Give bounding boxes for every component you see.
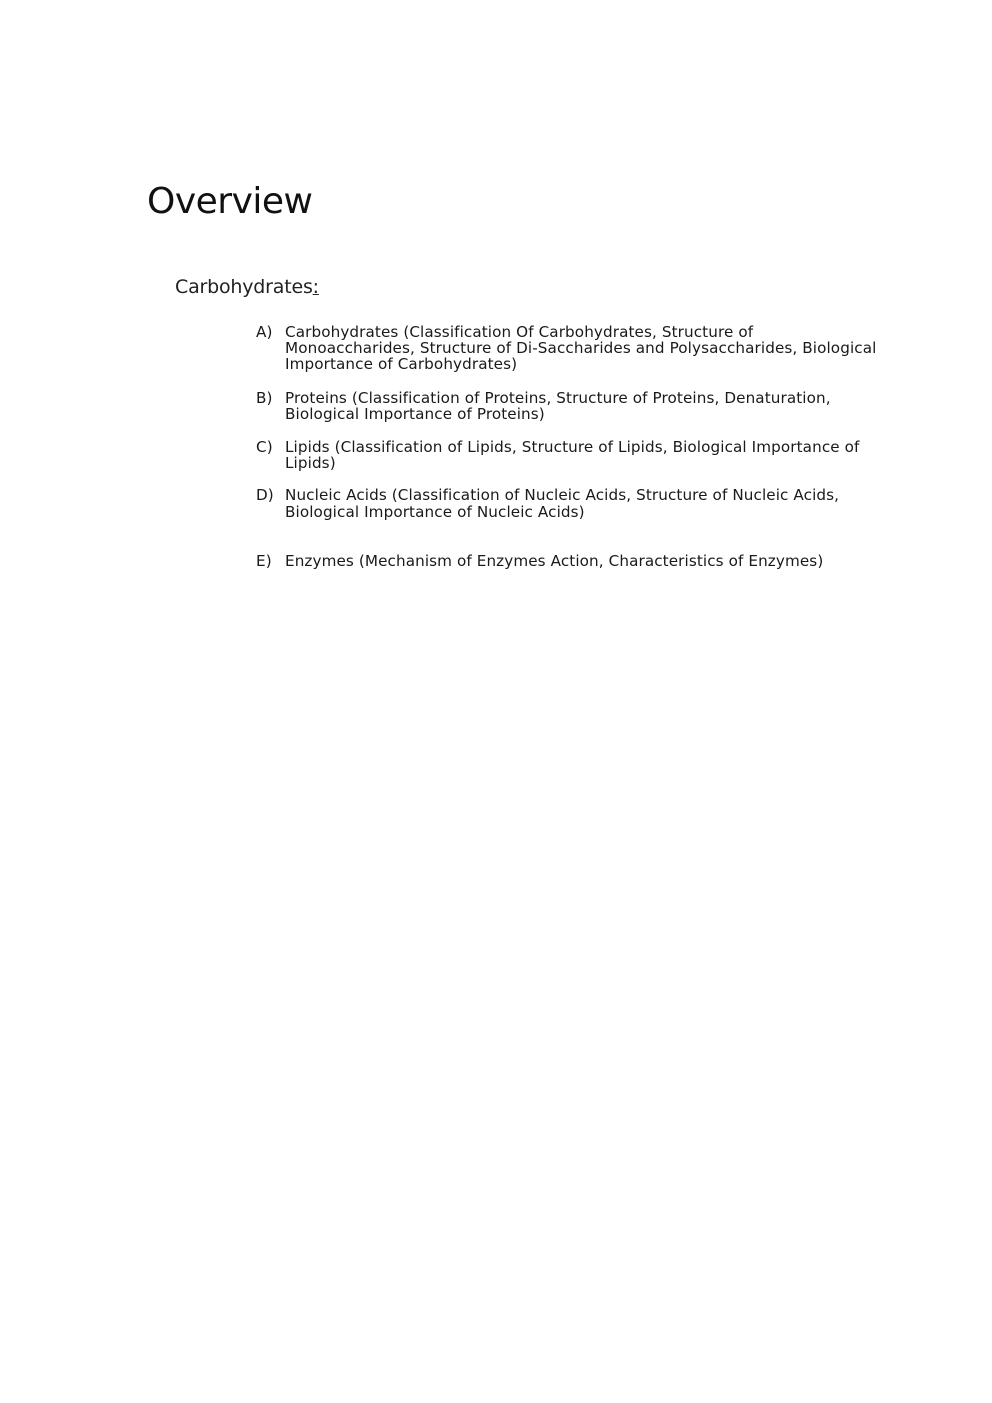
list-item-marker: E) <box>256 551 272 570</box>
list-item <box>255 390 885 422</box>
list-item <box>255 487 885 519</box>
list-item-text: Lipids (Classification of Lipids, Structure of Lipids, Biological Importance of Lipids) <box>285 438 860 473</box>
list-item-marker: C) <box>256 438 273 457</box>
page-title: Overview <box>147 181 313 222</box>
list-item <box>255 439 885 471</box>
list-item-text: Proteins (Classification of Proteins, Structure of Proteins, Denaturation, Biological Importance of Proteins) <box>285 388 831 423</box>
list-item-marker: B) <box>256 388 273 407</box>
list-item-text: Carbohydrates (Classification Of Carbohydrates, Structure of Monoaccharides, Structure of Di-Saccharides and Polysaccharides, Biological Importance of Carbohydrates) <box>285 323 877 374</box>
section-heading-colon: : <box>312 276 319 298</box>
list-item-marker: A) <box>256 323 273 341</box>
list-item-text: Enzymes (Mechanism of Enzymes Action, Characteristics of Enzymes) <box>285 551 824 570</box>
list-item <box>255 324 885 373</box>
list-item-marker: D) <box>256 486 274 505</box>
section-heading-text: Carbohydrates <box>175 276 313 298</box>
list-item <box>255 553 885 569</box>
topic-list <box>255 324 885 569</box>
list-item-text: Nucleic Acids (Classification of Nucleic Acids, Structure of Nucleic Acids, Biological Importance of Nucleic Acids) <box>285 486 840 521</box>
section-heading <box>175 274 319 300</box>
